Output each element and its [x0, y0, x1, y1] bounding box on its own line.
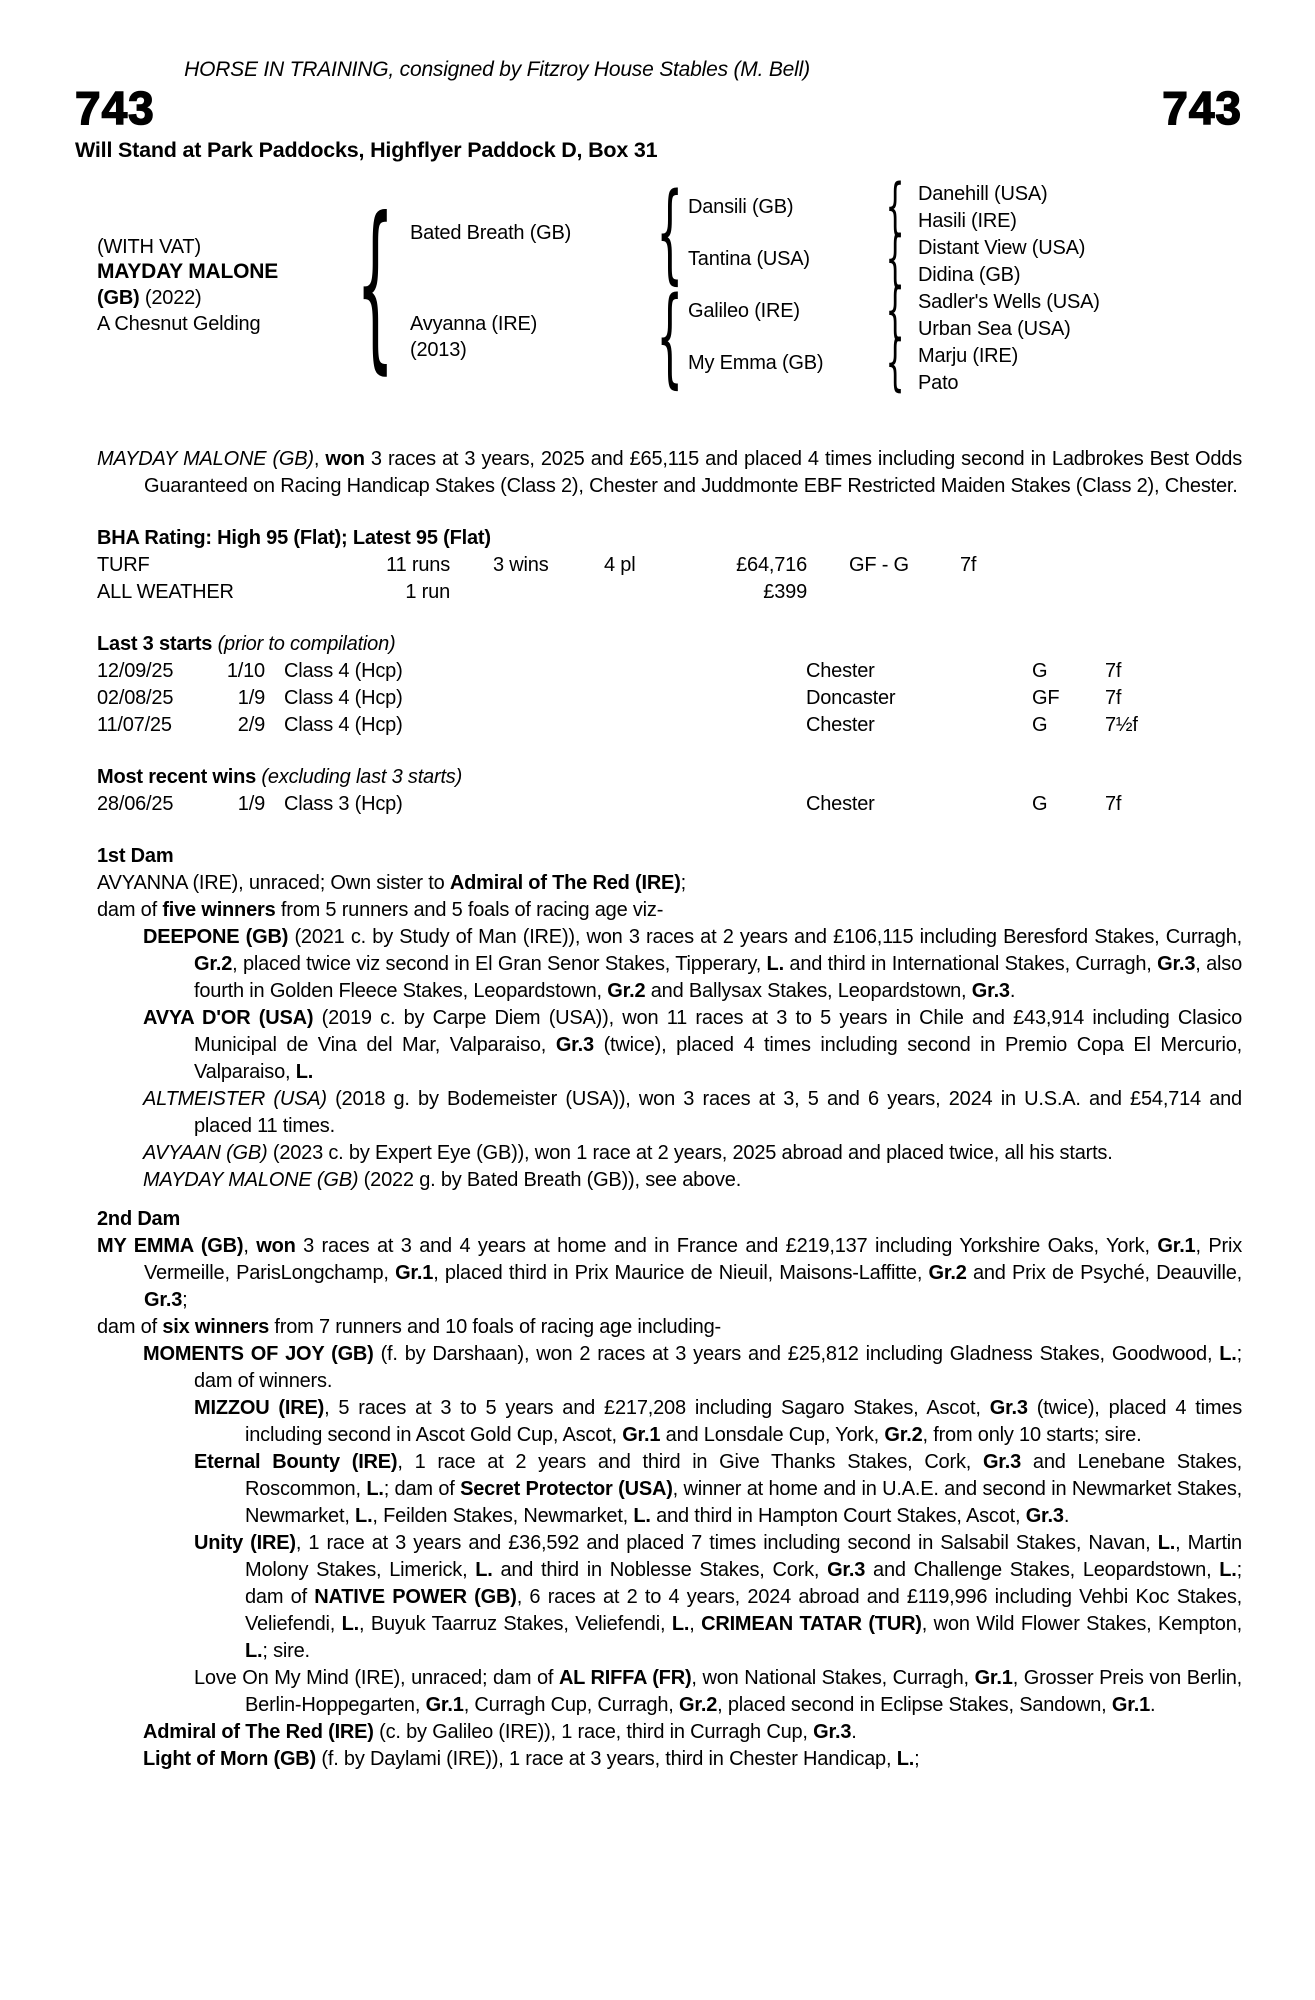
text-segment: from 7 runners and 10 foals of racing age including- — [269, 1316, 721, 1338]
dam-year: (2013) — [410, 339, 467, 361]
recent-wins-heading-label: Most recent wins — [97, 766, 257, 788]
race-row — [97, 712, 1242, 739]
catalogue-entry — [97, 924, 1242, 1005]
text-segment: Gr.1 — [1111, 1694, 1151, 1716]
cell-placed: 4 pl — [604, 554, 636, 576]
text-segment: ; dam of — [383, 1478, 461, 1500]
cell-course: Chester — [806, 660, 875, 682]
text-segment: Gr.2 — [679, 1694, 718, 1716]
text-segment: , Curragh Cup, Curragh, — [463, 1694, 679, 1716]
text-segment: MIZZOU (IRE) — [194, 1397, 325, 1419]
text-segment: (2021 c. by Study of Man (IRE)), won 3 races at 2 years and £106,115 including Beresford Stakes, Curragh, — [288, 926, 1242, 948]
pedigree-brace-dam — [657, 279, 683, 395]
cell-dist: 7f — [1105, 660, 1122, 682]
lot-number-row — [0, 83, 1315, 133]
text-segment: L. — [341, 1613, 359, 1635]
last-starts-heading — [97, 631, 1242, 658]
recent-wins-section — [97, 764, 1242, 818]
text-segment: L. — [896, 1748, 915, 1770]
text-segment: dam of — [97, 899, 163, 921]
text-segment: Gr.1 — [395, 1262, 434, 1284]
text-segment: Light of Morn (GB) — [143, 1748, 317, 1770]
text-segment: Gr.3 — [982, 1451, 1022, 1473]
text-segment: , 5 races at 3 to 5 years and £217,208 including Sagaro Stakes, Ascot, — [324, 1397, 990, 1419]
bha-rating-heading: BHA Rating: High 95 (Flat); Latest 95 (Flat) — [97, 527, 491, 549]
text-segment: five winners — [162, 899, 276, 921]
text-segment: Gr.3 — [989, 1397, 1028, 1419]
text-segment: L. — [475, 1559, 493, 1581]
text-segment: Gr.1 — [974, 1667, 1013, 1689]
text-segment: L. — [355, 1505, 373, 1527]
text-segment: Secret Protector (USA) — [460, 1478, 673, 1500]
text-segment: . — [851, 1721, 857, 1743]
text-segment: Gr.3 — [144, 1289, 183, 1311]
text-segment: AVYAAN (GB) — [143, 1142, 268, 1164]
second-dam-section — [97, 1206, 1242, 1773]
cell-race: Class 4 (Hcp) — [284, 660, 403, 682]
text-segment: , placed second in Eclipse Stakes, Sandown, — [717, 1694, 1112, 1716]
text-segment: dam of — [97, 1316, 163, 1338]
text-segment: MAYDAY MALONE (GB) — [97, 448, 314, 470]
text-segment: Gr.2 — [607, 980, 646, 1002]
text-segment: , Feilden Stakes, Newmarket, — [372, 1505, 634, 1527]
horse-suffix-year — [97, 286, 202, 310]
text-segment: , placed twice viz second in El Gran Senor Stakes, Tipperary, — [232, 953, 767, 975]
text-segment: Admiral of The Red (IRE) — [449, 872, 681, 894]
cell-wins — [450, 579, 604, 606]
cell-going: G — [1032, 714, 1048, 736]
first-dam-heading: 1st Dam — [97, 845, 174, 867]
gen3-ancestor-6: Urban Sea (USA) — [918, 318, 1071, 340]
text-segment: six winners — [162, 1316, 270, 1338]
text-segment: L. — [295, 1061, 314, 1083]
text-segment: NATIVE POWER (GB) — [314, 1586, 517, 1608]
cell-course: Chester — [806, 793, 875, 815]
gen3-ancestor-2: Hasili (IRE) — [918, 210, 1017, 232]
gen3-ancestor-8: Pato — [918, 372, 959, 394]
cell-race: Class 3 (Hcp) — [284, 793, 403, 815]
text-segment: (2019 c. by Carpe Diem (USA)), won 11 races at 3 to 5 years in Chile and £43,914 including Clasico Municipal de Vina del Mar, Valparaiso, — [194, 1007, 1242, 1056]
text-segment: MY EMMA (GB) — [97, 1235, 244, 1257]
cell-runs: 11 runs — [386, 554, 450, 576]
second-dam-entries — [97, 1233, 1242, 1773]
cell-pos: 1/10 — [226, 660, 265, 682]
text-segment: Eternal Bounty (IRE) — [194, 1451, 398, 1473]
text-segment: AVYA D'OR (USA) — [143, 1007, 314, 1029]
vat-note: (WITH VAT) — [97, 236, 201, 258]
catalogue-entry — [97, 1167, 1242, 1194]
pedigree-brace-main — [362, 190, 388, 380]
text-segment: . — [1009, 980, 1016, 1002]
catalogue-entry — [97, 1530, 1242, 1665]
text-segment: and third in Hampton Court Stakes, Ascot, — [650, 1505, 1026, 1527]
text-segment: L. — [1219, 1343, 1237, 1365]
text-segment: Gr.3 — [1025, 1505, 1064, 1527]
gen3-ancestor-4: Didina (GB) — [918, 264, 1021, 286]
cell-going: G — [1032, 660, 1048, 682]
text-segment: Gr.3 — [1157, 953, 1196, 975]
cell-going: GF — [1032, 687, 1060, 709]
text-segment: ; sire. — [262, 1640, 310, 1662]
gen3-ancestor-3: Distant View (USA) — [918, 237, 1086, 259]
cell-surface: ALL WEATHER — [97, 581, 234, 603]
cell-wins: 3 wins — [493, 554, 549, 576]
text-segment: ALTMEISTER (USA) — [143, 1088, 327, 1110]
catalogue-entry — [97, 1233, 1242, 1314]
text-segment: Love On My Mind (IRE), unraced; dam of — [194, 1667, 559, 1689]
catalogue-entry — [97, 870, 1242, 897]
text-segment: L. — [1219, 1559, 1237, 1581]
cell-pos: 1/9 — [237, 793, 265, 815]
catalogue-entry — [97, 1005, 1242, 1086]
last-starts-heading-qualifier: (prior to compilation) — [217, 633, 396, 655]
cell-going — [807, 579, 960, 606]
cell-dist: 7f — [1105, 793, 1122, 815]
text-segment: Unity (IRE) — [194, 1532, 296, 1554]
text-segment: ; — [680, 872, 687, 894]
text-segment: , 1 race at 3 years and £36,592 and placed 7 times including second in Salsabil Stakes, Navan, — [295, 1532, 1158, 1554]
text-segment: AL RIFFA (FR) — [558, 1667, 692, 1689]
gen2-dam-dam: My Emma (GB) — [688, 352, 824, 374]
text-segment: (2018 g. by Bodemeister (USA)), won 3 races at 3, 5 and 6 years, 2024 in U.S.A. and £54,714 and placed 11 times. — [194, 1088, 1242, 1137]
text-segment: and Lenebane Stakes, Roscommon, — [245, 1451, 1242, 1500]
catalogue-entry — [97, 1314, 1242, 1341]
text-segment: , from only 10 starts; sire. — [922, 1424, 1142, 1446]
catalogue-entry — [97, 1086, 1242, 1140]
text-segment: and third in Noblesse Stakes, Cork, — [492, 1559, 828, 1581]
cell-course: Chester — [806, 714, 875, 736]
text-segment: L. — [766, 953, 784, 975]
text-segment: MOMENTS OF JOY (GB) — [143, 1343, 374, 1365]
text-segment: L. — [245, 1640, 263, 1662]
second-dam-heading: 2nd Dam — [97, 1208, 181, 1230]
surface-stats-row — [97, 552, 1242, 579]
cell-race: Class 4 (Hcp) — [284, 687, 403, 709]
bha-stats-table — [97, 552, 1242, 606]
text-segment: Gr.1 — [1157, 1235, 1196, 1257]
text-segment: (2023 c. by Expert Eye (GB)), won 1 race at 2 years, 2025 abroad and placed twice, all his starts. — [267, 1142, 1113, 1164]
text-segment: , — [243, 1235, 257, 1257]
text-segment: and third in International Stakes, Curragh, — [783, 953, 1158, 975]
cell-placed — [604, 579, 704, 606]
text-segment: , won National Stakes, Curragh, — [691, 1667, 975, 1689]
cell-dist: 7½f — [1105, 714, 1138, 736]
text-segment: ; — [182, 1289, 188, 1311]
gen2-sire-dam: Tantina (USA) — [688, 248, 810, 270]
cell-distance — [960, 579, 1242, 606]
text-segment: , winner at home and in U.A.E. and second in Newmarket Stakes, Newmarket, — [245, 1478, 1242, 1527]
cell-surface: TURF — [97, 554, 150, 576]
horse-foaled: (2022) — [139, 287, 202, 309]
cell-course: Doncaster — [806, 687, 896, 709]
text-segment: ; dam of winners. — [194, 1343, 1243, 1392]
bha-rating-section — [97, 525, 1242, 606]
catalogue-entry — [97, 1449, 1242, 1530]
recent-wins-heading — [97, 764, 1242, 791]
dam-name: Avyanna (IRE) — [410, 313, 538, 335]
text-segment: Gr.1 — [622, 1424, 661, 1446]
text-segment: from 5 runners and 5 foals of racing age viz- — [275, 899, 664, 921]
text-segment: Gr.3 — [555, 1034, 594, 1056]
pedigree-chart — [0, 172, 1315, 412]
stand-location-line: Will Stand at Park Paddocks, Highflyer Paddock D, Box 31 — [75, 138, 658, 162]
race-row — [97, 685, 1242, 712]
text-segment: , won Wild Flower Stakes, Kempton, — [921, 1613, 1242, 1635]
cell-date: 28/06/25 — [97, 793, 174, 815]
text-segment: and Challenge Stakes, Leopardstown, — [865, 1559, 1220, 1581]
text-segment: 3 races at 3 years, 2025 and £65,115 and placed 4 times including second in Ladbrokes Best Odds Guaranteed on Racing Handicap Stakes (Class 2), Chester and Juddmonte EBF Restricted Maiden Stakes (Class 2), Chester. — [144, 448, 1242, 497]
text-segment: AVYANNA (IRE), unraced; Own sister to — [97, 872, 450, 894]
text-segment: 3 races at 3 and 4 years at home and in France and £219,137 including Yorkshire Oaks, York, — [295, 1235, 1158, 1257]
text-segment: , Martin Molony Stakes, Limerick, — [245, 1532, 1242, 1581]
text-segment: ; — [914, 1748, 920, 1770]
cell-dist: 7f — [1105, 687, 1122, 709]
cell-going: G — [1032, 793, 1048, 815]
text-segment: , — [689, 1613, 702, 1635]
cell-pos: 1/9 — [237, 687, 265, 709]
first-dam-entries — [97, 870, 1242, 1194]
text-segment: Gr.2 — [884, 1424, 923, 1446]
sire-name: Bated Breath (GB) — [410, 222, 572, 244]
cell-date: 02/08/25 — [97, 687, 174, 709]
text-segment: (twice), placed 4 times including second in Premio Copa El Mercurio, Valparaiso, — [194, 1034, 1242, 1083]
catalogue-body — [97, 446, 1242, 1773]
cell-going: GF - G — [849, 554, 909, 576]
text-segment: . — [1063, 1505, 1070, 1527]
text-segment: and Prix de Psyché, Deauville, — [966, 1262, 1243, 1284]
text-segment: CRIMEAN TATAR (TUR) — [701, 1613, 922, 1635]
cell-date: 11/07/25 — [97, 714, 172, 736]
cell-earnings: £64,716 — [736, 554, 807, 576]
horse-name: MAYDAY MALONE — [97, 260, 278, 283]
recent-wins-heading-qualifier: (excluding last 3 starts) — [261, 766, 463, 788]
text-segment: Gr.3 — [827, 1559, 866, 1581]
race-row — [97, 658, 1242, 685]
text-segment: (f. by Darshaan), won 2 races at 3 years and £25,812 including Gladness Stakes, Goodwood, — [373, 1343, 1220, 1365]
horse-suffix: (GB) — [97, 287, 140, 309]
catalogue-entry — [97, 1395, 1242, 1449]
cell-date: 12/09/25 — [97, 660, 174, 682]
text-segment: Gr.2 — [194, 953, 233, 975]
lot-number-right: 743 — [1162, 82, 1242, 134]
first-dam-section — [97, 843, 1242, 1194]
catalogue-entry — [97, 1719, 1242, 1746]
text-segment: , 1 race at 2 years and third in Give Thanks Stakes, Cork, — [397, 1451, 983, 1473]
text-segment: (twice), placed 4 times including second in Ascot Gold Cup, Ascot, — [245, 1397, 1242, 1446]
catalogue-entry — [97, 1341, 1242, 1395]
catalogue-entry — [97, 1140, 1242, 1167]
text-segment: L. — [366, 1478, 384, 1500]
last-starts-heading-label: Last 3 starts — [97, 633, 213, 655]
lot-number-left: 743 — [75, 82, 155, 134]
gen3-ancestor-1: Danehill (USA) — [918, 183, 1048, 205]
text-segment: (c. by Galileo (IRE)), 1 race, third in Curragh Cup, — [373, 1721, 814, 1743]
cell-runs: 1 run — [405, 581, 450, 603]
text-segment: , placed third in Prix Maurice de Nieuil, Maisons-Laffitte, — [433, 1262, 929, 1284]
last-starts-table — [97, 658, 1242, 739]
text-segment: Gr.3 — [813, 1721, 852, 1743]
text-segment: Admiral of The Red (IRE) — [143, 1721, 374, 1743]
text-segment: L. — [671, 1613, 690, 1635]
cell-pos: 2/9 — [237, 714, 265, 736]
text-segment: won — [256, 1235, 296, 1257]
text-segment: L. — [1157, 1532, 1176, 1554]
surface-stats-row — [97, 579, 1242, 606]
catalogue-entry — [97, 1746, 1242, 1773]
catalogue-entry — [97, 1665, 1242, 1719]
consignor-line: HORSE IN TRAINING, consigned by Fitzroy House Stables (M. Bell) — [184, 58, 810, 81]
text-segment: . — [1150, 1694, 1156, 1716]
text-segment: , Grosser Preis von Berlin, Berlin-Hoppegarten, — [245, 1667, 1242, 1716]
pedigree-brace-gen3-4 — [882, 331, 908, 395]
gen3-ancestor-7: Marju (IRE) — [918, 345, 1019, 367]
text-segment: , — [313, 448, 326, 470]
race-row — [97, 791, 1242, 818]
last-starts-section — [97, 631, 1242, 739]
text-segment: Gr.3 — [971, 980, 1010, 1002]
text-segment: , Buyuk Taarruz Stakes, Veliefendi, — [358, 1613, 672, 1635]
catalogue-entry — [97, 897, 1242, 924]
text-segment: , also fourth in Golden Fleece Stakes, Leopardstown, — [194, 953, 1242, 1002]
cell-race: Class 4 (Hcp) — [284, 714, 403, 736]
race-record-paragraph — [97, 446, 1242, 500]
text-segment: won — [325, 448, 365, 470]
text-segment: , Prix Vermeille, ParisLongchamp, — [144, 1235, 1242, 1284]
gen2-sire-sire: Dansili (GB) — [688, 196, 794, 218]
text-segment: ; dam of — [245, 1559, 1242, 1608]
recent-wins-table — [97, 791, 1242, 818]
text-segment: , 6 races at 2 to 4 years, 2024 abroad and £119,996 including Vehbi Koc Stakes, Veliefendi, — [245, 1586, 1242, 1635]
text-segment: Gr.1 — [425, 1694, 464, 1716]
cell-earnings: £399 — [763, 581, 807, 603]
text-segment: and Ballysax Stakes, Leopardstown, — [645, 980, 972, 1002]
text-segment: Gr.2 — [928, 1262, 967, 1284]
text-segment: L. — [633, 1505, 651, 1527]
cell-distance: 7f — [960, 554, 977, 576]
text-segment: (f. by Daylami (IRE)), 1 race at 3 years, third in Chester Handicap, — [316, 1748, 897, 1770]
horse-description: A Chesnut Gelding — [97, 313, 261, 335]
gen2-dam-sire: Galileo (IRE) — [688, 300, 800, 322]
gen3-ancestor-5: Sadler's Wells (USA) — [918, 291, 1100, 313]
text-segment: MAYDAY MALONE (GB) — [143, 1169, 359, 1191]
text-segment: DEEPONE (GB) — [143, 926, 289, 948]
text-segment: and Lonsdale Cup, York, — [660, 1424, 885, 1446]
text-segment: (2022 g. by Bated Breath (GB)), see above. — [358, 1169, 742, 1191]
